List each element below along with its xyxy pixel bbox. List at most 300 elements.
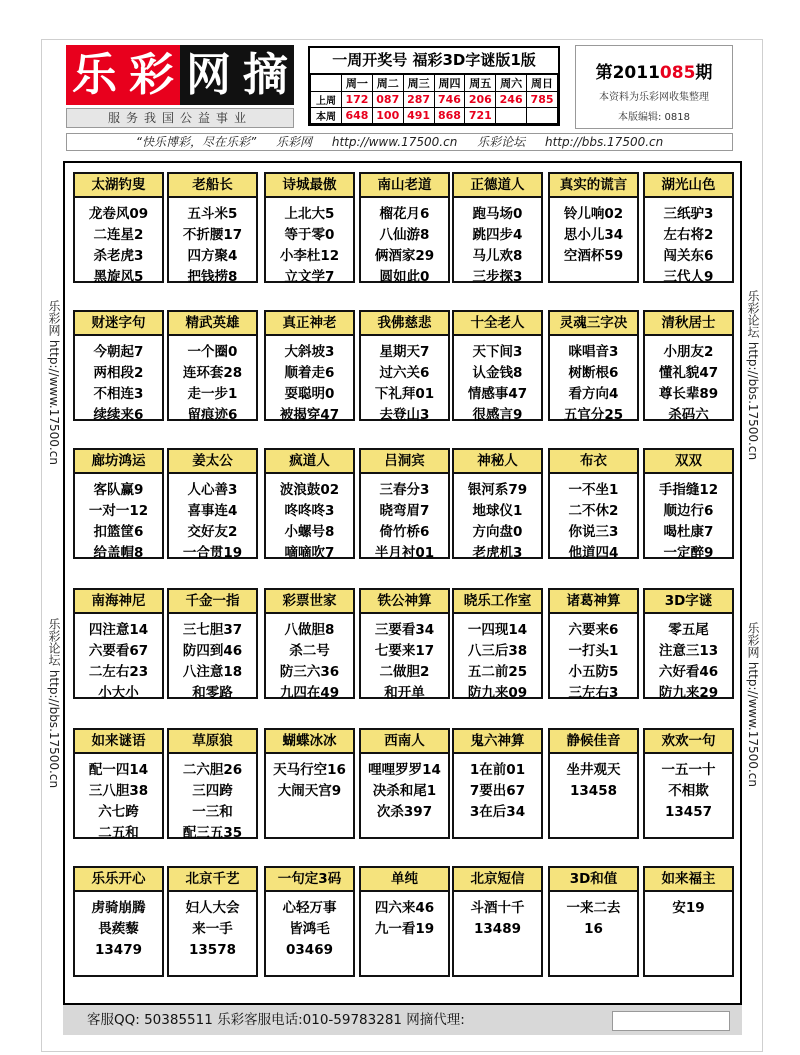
cell-body	[169, 474, 256, 564]
cell-line: 老虎机3	[472, 545, 523, 561]
cell-line: 交好友2	[187, 524, 238, 540]
cell-body	[169, 198, 256, 288]
cell-body	[361, 614, 448, 704]
cell-line: 晓弯眉7	[379, 503, 430, 519]
puzzle-cell	[643, 866, 734, 977]
cell-line: 去登山3	[379, 407, 430, 423]
puzzle-cell	[643, 728, 734, 839]
cell-title: 精武英雄	[169, 312, 256, 336]
cell-line: 小螺号8	[284, 524, 335, 540]
cell-body	[169, 754, 256, 844]
cell-line: 零五尾	[668, 622, 709, 638]
cell-line: 给盖帽8	[93, 545, 144, 561]
banner	[66, 133, 733, 151]
cell-title: 姜太公	[169, 450, 256, 474]
banner-site-url[interactable]: http://www.17500.cn	[331, 135, 458, 149]
cell-line: 六七跨	[98, 804, 139, 820]
cell-line: 三四跨	[192, 783, 233, 799]
cell-line: 三纸驴3	[663, 206, 714, 222]
weekly-draw-panel	[308, 46, 560, 126]
cell-line: 畏蒺藜	[98, 921, 139, 937]
cell-line: 把钱捞8	[187, 269, 238, 285]
draw-number: 100	[372, 108, 403, 124]
puzzle-cell	[452, 588, 543, 699]
cell-body	[361, 198, 448, 288]
puzzle-cell	[643, 310, 734, 421]
cell-line: 安19	[672, 900, 705, 916]
cell-title: 北京短信	[454, 868, 541, 892]
cell-line: 防四到46	[182, 643, 243, 659]
cell-line: 六要看67	[88, 643, 149, 659]
puzzle-cell	[548, 310, 639, 421]
cell-title: 正德道人	[454, 174, 541, 198]
cell-title: 十全老人	[454, 312, 541, 336]
draw-number: 746	[434, 92, 465, 108]
cell-line: 九四在49	[279, 685, 340, 701]
cell-line: 斗酒十千	[470, 900, 525, 916]
issue-editor: 本版编辑: 0818	[618, 112, 690, 123]
cell-line: 咚咚咚3	[284, 503, 335, 519]
cell-line: 地球仪1	[472, 503, 523, 519]
cell-body	[75, 614, 162, 704]
cell-title: 湖光山色	[645, 174, 732, 198]
cell-line: 手指缝12	[658, 482, 719, 498]
cell-line: 龙卷风09	[88, 206, 149, 222]
puzzle-cell	[452, 448, 543, 559]
cell-title: 蝴蝶冰冰	[266, 730, 353, 754]
cell-line: 次杀397	[376, 804, 433, 820]
cell-title: 北京千艺	[169, 868, 256, 892]
cell-line: 空酒杯59	[563, 248, 624, 264]
cell-line: 嘀嘀吹7	[284, 545, 335, 561]
cell-body	[550, 892, 637, 940]
cell-body	[75, 892, 162, 961]
cell-body	[454, 198, 541, 288]
cell-line: 13457	[665, 804, 712, 820]
cell-line: 天下间3	[472, 344, 523, 360]
draw-number: 246	[496, 92, 527, 108]
cell-line: 1在前01	[469, 762, 526, 778]
cell-line: 注意三13	[658, 643, 719, 659]
day-label: 周一	[342, 75, 373, 92]
cell-line: 懂礼貌47	[658, 365, 719, 381]
cell-line: 和开单	[384, 685, 425, 701]
puzzle-cell	[452, 172, 543, 283]
cell-line: 13578	[189, 942, 236, 958]
cell-line: 他道四4	[568, 545, 619, 561]
issue-number	[576, 58, 732, 83]
cell-title: 布衣	[550, 450, 637, 474]
logo-char: 网	[180, 45, 237, 105]
issue-prefix: 第2011	[595, 63, 660, 83]
cell-title: 如来谜语	[75, 730, 162, 754]
cell-line: 13458	[570, 783, 617, 799]
cell-body	[454, 754, 541, 823]
footer-text: 客服QQ: 50385511 乐彩客服电话:010-59783281 网摘代理:	[87, 1012, 465, 1028]
cell-title: 清秋居士	[645, 312, 732, 336]
cell-body	[361, 474, 448, 564]
cell-body	[645, 474, 732, 564]
cell-title: 3D和值	[550, 868, 637, 892]
puzzle-cell	[359, 448, 450, 559]
banner-forum-url[interactable]: http://bbs.17500.cn	[544, 135, 664, 149]
puzzle-cell	[643, 448, 734, 559]
cell-line: 八注意18	[182, 664, 243, 680]
puzzle-cell	[452, 866, 543, 977]
cell-line: 防九来09	[467, 685, 528, 701]
row-label: 本周	[311, 108, 342, 124]
cell-line: 二左右23	[88, 664, 149, 680]
cell-line: 二做胆2	[379, 664, 430, 680]
cell-line: 八三后38	[467, 643, 528, 659]
issue-source: 本资料为乐彩网收集整理	[599, 92, 709, 103]
puzzle-cell	[264, 866, 355, 977]
cell-line: 一来二去	[566, 900, 621, 916]
cell-line: 一五一十	[661, 762, 716, 778]
puzzle-cell	[264, 448, 355, 559]
cell-line: 13479	[95, 942, 142, 958]
cell-line: 树断根6	[568, 365, 619, 381]
cell-title: 灵魂三字决	[550, 312, 637, 336]
cell-body	[645, 614, 732, 704]
cell-line: 跑马场0	[472, 206, 523, 222]
cell-line: 看方向4	[568, 386, 619, 402]
puzzle-cell	[167, 588, 258, 699]
cell-body	[645, 892, 732, 919]
cell-body	[75, 198, 162, 288]
cell-line: 耍聪明0	[284, 386, 335, 402]
agent-box	[612, 1011, 730, 1031]
cell-line: 咪唱音3	[568, 344, 619, 360]
logo-char: 乐	[66, 45, 123, 105]
cell-line: 等于零0	[284, 227, 335, 243]
puzzle-cell	[264, 310, 355, 421]
cell-line: 心轻万事	[282, 900, 337, 916]
cell-line: 客队赢9	[93, 482, 144, 498]
puzzle-cell	[167, 728, 258, 839]
draw-this-week-row	[311, 108, 558, 124]
cell-body	[266, 892, 353, 961]
cell-line: 小五防5	[568, 664, 619, 680]
cell-line: 妇人大会	[185, 900, 240, 916]
cell-line: 13489	[474, 921, 521, 937]
banner-forum-label: 乐彩论坛	[477, 135, 526, 149]
puzzle-cell	[264, 588, 355, 699]
cell-body	[361, 336, 448, 426]
cell-body	[169, 336, 256, 426]
draw-last-week-row	[311, 92, 558, 108]
puzzle-cell	[643, 172, 734, 283]
cell-line: 哩哩罗罗14	[368, 762, 441, 778]
cell-body	[169, 892, 256, 961]
cell-line: 波浪鼓02	[279, 482, 340, 498]
cell-title: 南海神尼	[75, 590, 162, 614]
cell-line: 尊长辈89	[658, 386, 719, 402]
cell-line: 人心善3	[187, 482, 238, 498]
day-label: 周三	[403, 75, 434, 92]
cell-title: 诸葛神算	[550, 590, 637, 614]
cell-body	[550, 754, 637, 802]
cell-line: 被揭穿47	[279, 407, 340, 423]
cell-body	[75, 754, 162, 844]
issue-panel	[575, 45, 733, 129]
cell-line: 八做胆8	[284, 622, 335, 638]
puzzle-cell	[643, 588, 734, 699]
cell-line: 四六来46	[374, 900, 435, 916]
cell-line: 一个圈0	[187, 344, 238, 360]
cell-line: 不相欺	[668, 783, 709, 799]
puzzle-cell	[167, 866, 258, 977]
cell-line: 两相段2	[93, 365, 144, 381]
cell-title: 单纯	[361, 868, 448, 892]
cell-line: 过六关6	[379, 365, 430, 381]
cell-line: 走一步1	[187, 386, 238, 402]
cell-title: 南山老道	[361, 174, 448, 198]
cell-title: 太湖钓叟	[75, 174, 162, 198]
puzzle-cell	[264, 728, 355, 839]
side-text-left-top: 乐彩网 http://www.17500.cn	[47, 300, 61, 465]
puzzle-cell	[548, 448, 639, 559]
cell-title: 西南人	[361, 730, 448, 754]
cell-line: 一三和	[192, 804, 233, 820]
cell-line: 二连星2	[93, 227, 144, 243]
puzzle-cell	[264, 172, 355, 283]
cell-line: 小李杜12	[279, 248, 340, 264]
puzzle-cell	[359, 172, 450, 283]
cell-body	[266, 614, 353, 704]
cell-line: 决杀和尾1	[372, 783, 437, 799]
cell-line: 情感事47	[467, 386, 528, 402]
draw-days-row	[311, 75, 558, 92]
cell-line: 八仙游8	[379, 227, 430, 243]
cell-line: 马儿欢8	[472, 248, 523, 264]
cell-line: 五斗米5	[187, 206, 238, 222]
cell-title: 老船长	[169, 174, 256, 198]
cell-line: 续续来6	[93, 407, 144, 423]
cell-line: 四方聚4	[187, 248, 238, 264]
banner-site-label: 乐彩网	[276, 135, 313, 149]
cell-line: 二五和	[98, 825, 139, 841]
cell-line: 星期天7	[379, 344, 430, 360]
puzzle-cell	[167, 310, 258, 421]
banner-quote: “快乐博彩，尽在乐彩”	[135, 135, 257, 149]
issue-highlight: 085	[659, 63, 696, 83]
cell-line: 杀二号	[289, 643, 330, 659]
cell-line: 杀老虎3	[93, 248, 144, 264]
cell-line: 小朋友2	[663, 344, 714, 360]
cell-line: 大斜坡3	[284, 344, 335, 360]
cell-title: 诗城最傲	[266, 174, 353, 198]
cell-line: 小大小	[98, 685, 139, 701]
draw-number	[496, 108, 527, 124]
cell-line: 配三五35	[182, 825, 243, 841]
cell-title: 财迷字句	[75, 312, 162, 336]
cell-line: 左右将2	[663, 227, 714, 243]
cell-line: 倚竹桥6	[379, 524, 430, 540]
cell-line: 黑旋风5	[93, 269, 144, 285]
draw-number: 287	[403, 92, 434, 108]
puzzle-cell	[73, 866, 164, 977]
draw-number	[527, 108, 558, 124]
cell-body	[645, 198, 732, 288]
puzzle-cell	[359, 866, 450, 977]
cell-title: 我佛慈悲	[361, 312, 448, 336]
side-text-right-bottom: 乐彩网 http://www.17500.cn	[746, 622, 760, 787]
cell-line: 一合贯19	[182, 545, 243, 561]
logo-char: 摘	[237, 45, 294, 105]
cell-line: 防三六36	[279, 664, 340, 680]
cell-title: 3D字谜	[645, 590, 732, 614]
cell-line: 九一看19	[374, 921, 435, 937]
cell-line: 认金钱8	[472, 365, 523, 381]
cell-body	[266, 198, 353, 288]
cell-line: 五二前25	[467, 664, 528, 680]
puzzle-cell	[359, 728, 450, 839]
cell-title: 真实的谎言	[550, 174, 637, 198]
cell-line: 皆鸿毛	[289, 921, 330, 937]
cell-title: 吕洞宾	[361, 450, 448, 474]
puzzle-cell	[359, 588, 450, 699]
puzzle-cell	[548, 728, 639, 839]
cell-body	[361, 754, 448, 823]
cell-line: 虏骑崩腾	[91, 900, 146, 916]
cell-line: 三春分3	[379, 482, 430, 498]
puzzle-cell	[548, 866, 639, 977]
draw-number: 721	[465, 108, 496, 124]
cell-body	[75, 336, 162, 426]
cell-line: 不折腰17	[182, 227, 243, 243]
cell-line: 四注意14	[88, 622, 149, 638]
puzzle-cell	[73, 728, 164, 839]
cell-line: 大闹天宫9	[277, 783, 342, 799]
cell-line: 留痕迹6	[187, 407, 238, 423]
draw-number: 172	[342, 92, 373, 108]
cell-line: 一不坐1	[568, 482, 619, 498]
cell-line: 16	[584, 921, 603, 937]
cell-line: 配一四14	[88, 762, 149, 778]
slogan: 服务我国公益事业	[66, 108, 294, 128]
cell-title: 廊坊鸿运	[75, 450, 162, 474]
cell-line: 三步探3	[472, 269, 523, 285]
cell-body	[550, 336, 637, 426]
cell-line: 一打头1	[568, 643, 619, 659]
cell-line: 俩酒家29	[374, 248, 435, 264]
cell-body	[550, 474, 637, 564]
cell-title: 晓乐工作室	[454, 590, 541, 614]
cell-line: 杀码六	[668, 407, 709, 423]
cell-line: 一四现14	[467, 622, 528, 638]
cell-line: 喜事连4	[187, 503, 238, 519]
puzzle-cell	[452, 728, 543, 839]
cell-line: 和零路	[192, 685, 233, 701]
cell-line: 跳四步4	[472, 227, 523, 243]
cell-body	[645, 754, 732, 823]
cell-line: 扣篮筐6	[93, 524, 144, 540]
cell-title: 神秘人	[454, 450, 541, 474]
cell-line: 七要来17	[374, 643, 435, 659]
cell-line: 二六胆26	[182, 762, 243, 778]
cell-line: 三左右3	[568, 685, 619, 701]
cell-title: 双双	[645, 450, 732, 474]
logo-char: 彩	[123, 45, 180, 105]
cell-line: 三七胆37	[182, 622, 243, 638]
cell-line: 思小儿34	[563, 227, 624, 243]
cell-line: 六好看46	[658, 664, 719, 680]
draw-number: 087	[372, 92, 403, 108]
cell-title: 疯道人	[266, 450, 353, 474]
cell-title: 真正神老	[266, 312, 353, 336]
cell-line: 榴花月6	[379, 206, 430, 222]
footer	[63, 1003, 742, 1035]
draw-table	[310, 74, 558, 124]
cell-line: 圆如此0	[379, 269, 430, 285]
cell-line: 喝杜康7	[663, 524, 714, 540]
cell-title: 一句定3码	[266, 868, 353, 892]
puzzle-cell	[548, 588, 639, 699]
cell-line: 三代人9	[663, 269, 714, 285]
cell-body	[454, 336, 541, 426]
cell-line: 六要来6	[568, 622, 619, 638]
cell-line: 银河系79	[467, 482, 528, 498]
draw-number: 648	[342, 108, 373, 124]
cell-body	[550, 198, 637, 267]
draw-number: 491	[403, 108, 434, 124]
cell-body	[550, 614, 637, 704]
cell-title: 欢欢一句	[645, 730, 732, 754]
day-label: 周二	[372, 75, 403, 92]
cell-line: 立文学7	[284, 269, 335, 285]
side-text-right-top: 乐彩论坛 http://bbs.17500.cn	[746, 290, 760, 461]
cell-line: 不相连3	[93, 386, 144, 402]
day-label: 周四	[434, 75, 465, 92]
puzzle-cell	[73, 588, 164, 699]
cell-line: 3在后34	[469, 804, 526, 820]
cell-title: 草原狼	[169, 730, 256, 754]
cell-body	[266, 754, 353, 802]
cell-title: 千金一指	[169, 590, 256, 614]
puzzle-cell	[359, 310, 450, 421]
puzzle-cell	[73, 448, 164, 559]
cell-line: 闯关东6	[663, 248, 714, 264]
puzzle-cell	[73, 172, 164, 283]
cell-line: 7要出67	[469, 783, 526, 799]
cell-line: 半月衬01	[374, 545, 435, 561]
cell-body	[645, 336, 732, 426]
cell-title: 静候佳音	[550, 730, 637, 754]
cell-line: 连环套28	[182, 365, 243, 381]
cell-body	[454, 474, 541, 564]
cell-line: 顺边行6	[663, 503, 714, 519]
cell-line: 二不休2	[568, 503, 619, 519]
cell-line: 方向盘0	[472, 524, 523, 540]
cell-line: 天马行空16	[273, 762, 346, 778]
cell-line: 一定醉9	[663, 545, 714, 561]
cell-title: 乐乐开心	[75, 868, 162, 892]
cell-line: 三八胆38	[88, 783, 149, 799]
day-label: 周日	[527, 75, 558, 92]
row-label: 上周	[311, 92, 342, 108]
cell-line: 防九来29	[658, 685, 719, 701]
puzzle-cell	[548, 172, 639, 283]
cell-title: 铁公神算	[361, 590, 448, 614]
cell-body	[75, 474, 162, 564]
cell-body	[266, 336, 353, 426]
puzzle-cell	[452, 310, 543, 421]
cell-line: 一对一12	[88, 503, 149, 519]
cell-line: 来一手	[192, 921, 233, 937]
cell-line: 铃儿响02	[563, 206, 624, 222]
day-label: 周六	[496, 75, 527, 92]
